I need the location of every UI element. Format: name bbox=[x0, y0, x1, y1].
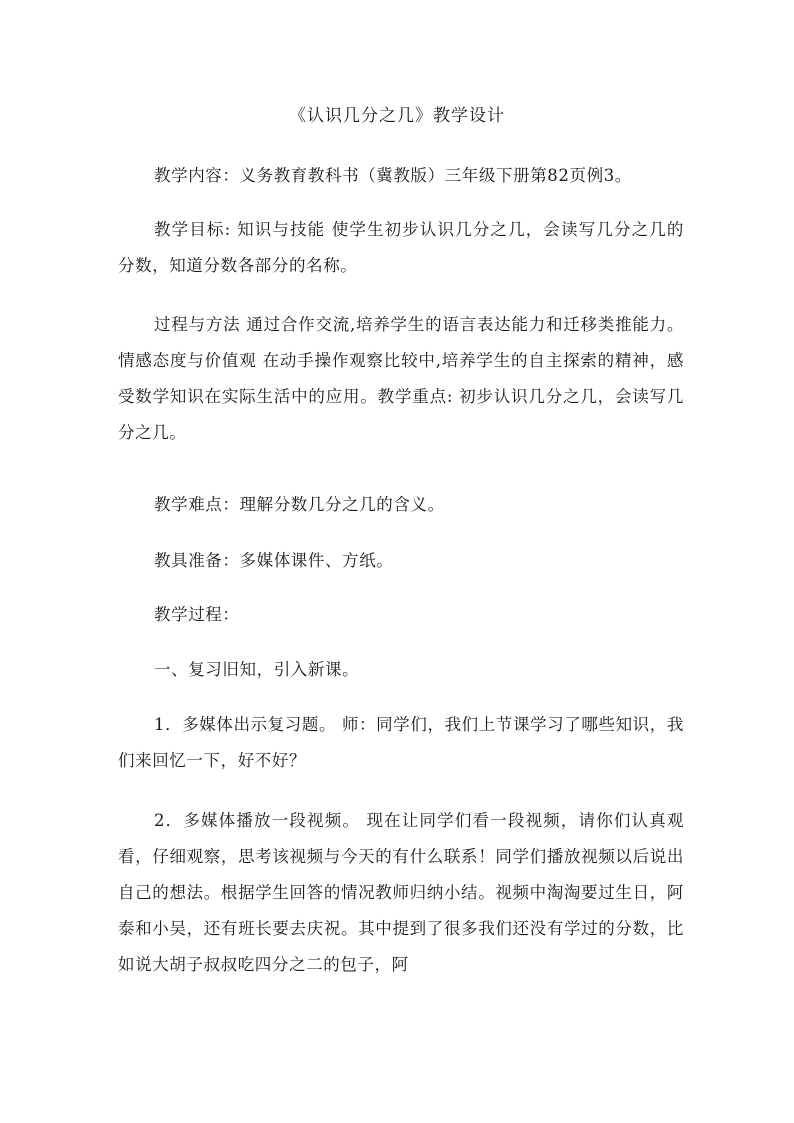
paragraph-teaching-content: 教学内容：义务教育教科书（冀教版）三年级下册第82页例3。 bbox=[154, 166, 632, 185]
paragraph-teaching-difficulty: 教学难点：理解分数几分之几的含义。 bbox=[154, 495, 445, 514]
paragraph-teaching-process: 教学过程： bbox=[154, 605, 240, 624]
paragraph-process-methods: 过程与方法 通过合作交流,培养学生的语言表达能力和迁移类推能力。情感态度与价值观 在动手操作观察比较中,培养学生的自主探索的精神，感受数学知识在实际生活中的应用。教学重点: 初步认识几分之几，会读写几分之几。 bbox=[118, 315, 684, 442]
paragraph-teaching-aids: 教具准备：多媒体课件、方纸。 bbox=[154, 551, 394, 570]
paragraph-section-one: 一、复习旧知，引入新课。 bbox=[154, 660, 360, 679]
paragraph-step-two: 2．多媒体播放一段视频。 现在让同学们看一段视频，请你们认真观看，仔细观察，思考该视频与今天的有什么联系！同学们播放视频以后说出自己的想法。根据学生回答的情况教师归纳小结。视频中淘淘要过生日，阿泰和小吴，还有班长要去庆祝。其中提到了很多我们还没有学过的分数，比如说大胡子叔叔吃四分之二的包子，阿 bbox=[118, 811, 684, 974]
paragraph-step-one: 1．多媒体出示复习题。 师：同学们，我们上节课学习了哪些知识，我们来回忆一下，好不好？ bbox=[118, 715, 684, 770]
document-title: 《认识几分之几》教学设计 bbox=[289, 106, 505, 126]
paragraph-teaching-goals: 教学目标: 知识与技能 使学生初步认识几分之几，会读写几分之几的分数，知道分数各部分的名称。 bbox=[118, 220, 684, 275]
